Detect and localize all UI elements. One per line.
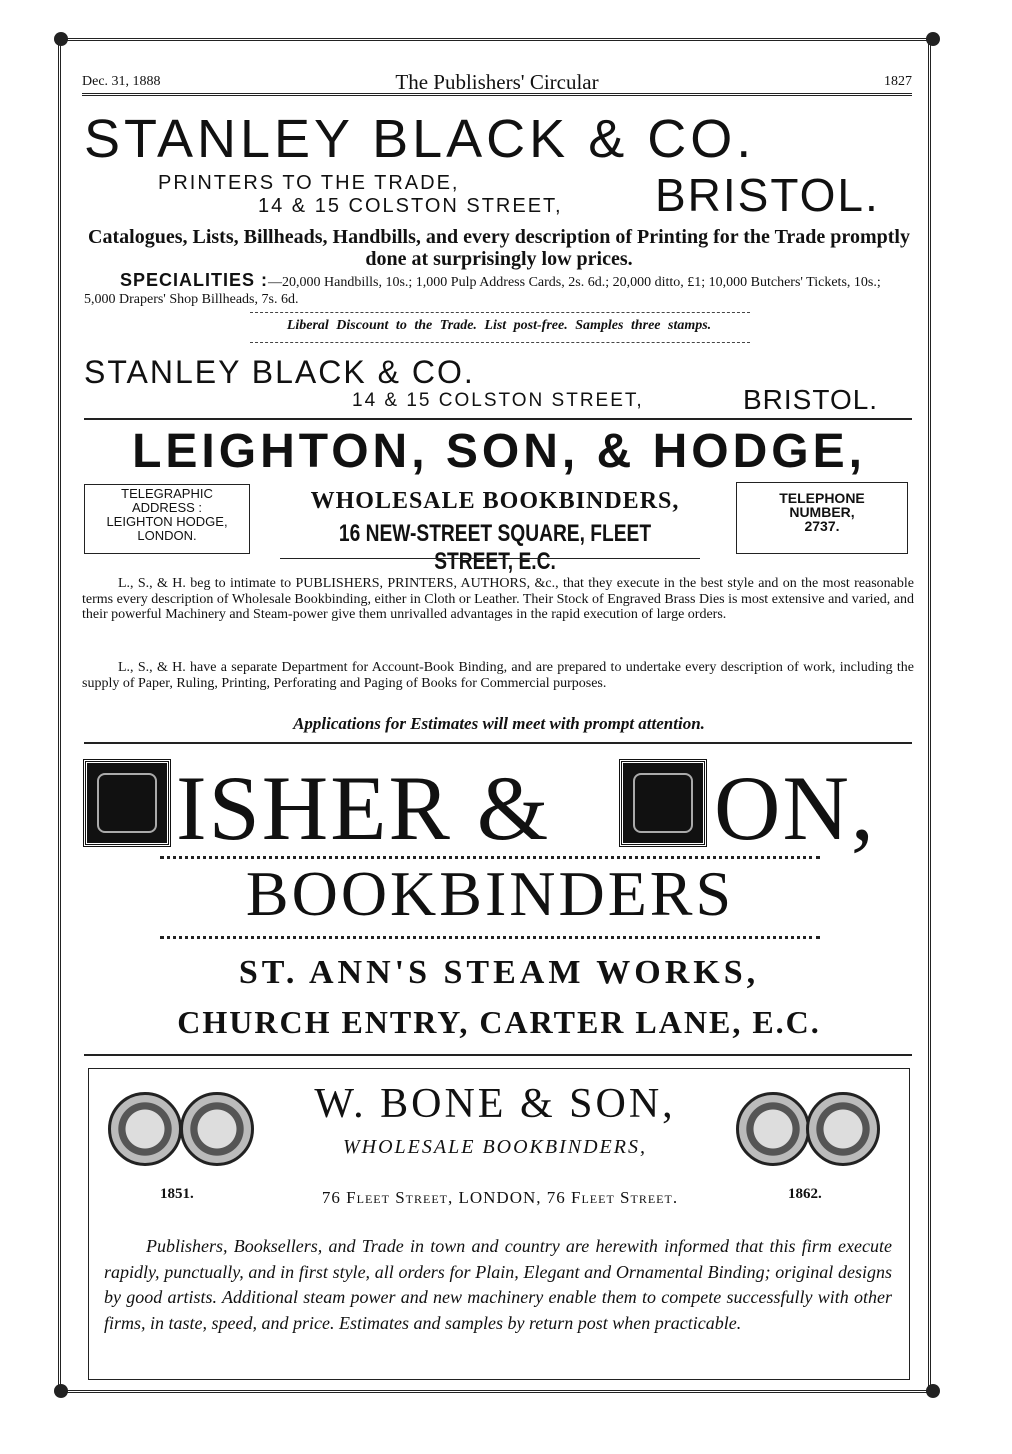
medal-year-right: 1862. xyxy=(788,1186,822,1202)
leighton-address: 16 NEW-STREET SQUARE, FLEET STREET, E.C. xyxy=(338,520,652,575)
stanley-black-street: 14 & 15 COLSTON STREET, xyxy=(258,195,563,217)
corner-ornament-icon xyxy=(54,1384,68,1398)
stanley-black-city: BRISTOL. xyxy=(655,169,880,221)
page-frame-bottom xyxy=(60,1390,932,1393)
specialities-label: SPECIALITIES : xyxy=(120,270,269,290)
bone-subtitle: WHOLESALE BOOKBINDERS, xyxy=(343,1136,647,1158)
stanley-black-catalogues: Catalogues, Lists, Billheads, Handbills, and every description of Printing for the Trade promptly done at surprisingly low prices. xyxy=(88,226,910,270)
fisher-works: ST. ANN'S STEAM WORKS, xyxy=(238,954,760,991)
fisher-address: CHURCH ENTRY, CARTER LANE, E.C. xyxy=(177,1004,821,1040)
telephone-line: NUMBER, xyxy=(789,504,855,520)
issue-date: Dec. 31, 1888 xyxy=(82,74,161,89)
medal-icon xyxy=(736,1092,810,1166)
address-number: 76 xyxy=(321,1188,341,1207)
ornamental-s-initial-icon xyxy=(620,760,706,846)
ornamental-border xyxy=(160,936,820,944)
telephone-line: TELEPHONE xyxy=(779,490,865,506)
stanley-black-city-repeat: BRISTOL. xyxy=(743,384,879,415)
address-number: 76 xyxy=(546,1188,566,1207)
stanley-black-printers: PRINTERS TO THE TRADE, xyxy=(158,172,460,194)
page-frame-right xyxy=(928,38,934,1393)
leighton-paragraph-2: L., S., & H. have a separate Department for Account-Book Binding, and are prepared to undertake every description of work, including the supply of Paper, Ruling, Printing, Perforating and Paging of Books for Commercial purposes. xyxy=(82,660,914,691)
stanley-black-specialities xyxy=(84,272,914,308)
section-divider xyxy=(84,418,912,420)
specialities-text: —20,000 Handbills, 10s.; 1,000 Pulp Address Cards, 2s. 6d.; 20,000 ditto, £1; 10,000 Butchers' Tickets, 10s.; 5,000 Drapers' Shop Billheads, 7s. 6d. xyxy=(84,275,881,307)
medal-year-left: 1851. xyxy=(160,1186,194,1202)
address-street: Fleet Street. xyxy=(571,1188,679,1207)
telegraphic-line: LONDON. xyxy=(137,528,197,543)
medal-icon xyxy=(108,1092,182,1166)
telegraphic-line: ADDRESS : xyxy=(131,500,203,515)
address-street: Fleet Street, xyxy=(346,1188,454,1207)
section-divider xyxy=(84,742,912,744)
leighton-paragraph-1: L., S., & H. beg to intimate to PUBLISHERS, PRINTERS, AUTHORS, &c., that they execute in the best style and on the most reasonable terms every description of Wholesale Bookbinding, either in Cloth or Leather. Their Stock of Engraved Brass Dies is most extensive and varied, and their powerful Machinery and Steam-power give them unrivalled advantages in the rapid execution of large orders. xyxy=(82,576,914,622)
stanley-black-street-repeat: 14 & 15 COLSTON STREET, xyxy=(352,390,644,411)
short-divider xyxy=(280,558,700,559)
ornamental-f-initial-icon xyxy=(84,760,170,846)
stanley-black-name-repeat: STANLEY BLACK & CO. xyxy=(84,354,475,390)
page-frame-left xyxy=(58,38,64,1393)
page-frame-top xyxy=(60,38,932,41)
bone-address xyxy=(250,1188,750,1208)
address-city: LONDON, xyxy=(458,1188,542,1207)
telegraphic-line: TELEGRAPHIC xyxy=(121,486,213,501)
section-divider xyxy=(84,1054,912,1056)
medal-icon xyxy=(806,1092,880,1166)
telegraphic-line: LEIGHTON HODGE, xyxy=(106,514,228,529)
bone-title: W. BONE & SON, xyxy=(314,1081,676,1127)
telephone-box xyxy=(736,482,908,554)
bone-paragraph: Publishers, Booksellers, and Trade in town and country are herewith informed that this firm execute rapidly, punctually, and in first style, all orders for Plain, Elegant and Ornamental Binding; original designs by good artists. Additional steam power and new machinery enable them to compete successfully with other firms, in taste, speed, and price. Estimates and samples by return post when practicable. xyxy=(104,1236,892,1333)
leighton-applications: Applications for Estimates will meet with prompt attention. xyxy=(293,714,705,733)
corner-ornament-icon xyxy=(926,1384,940,1398)
leighton-title: LEIGHTON, SON, & HODGE, xyxy=(132,425,866,478)
stanley-black-terms: Liberal Discount to the Trade. List post-free. Samples three stamps. xyxy=(286,318,712,333)
fisher-bookbinders: BOOKBINDERS xyxy=(245,858,735,929)
fisher-word-2: ON, xyxy=(714,757,876,859)
page-number: 1827 xyxy=(884,74,912,89)
stanley-black-title: STANLEY BLACK & CO. xyxy=(84,109,756,169)
journal-title: The Publishers' Circular xyxy=(395,70,599,94)
fisher-word-1: ISHER & xyxy=(176,757,551,859)
fisher-title-row xyxy=(84,752,914,859)
medal-icon xyxy=(180,1092,254,1166)
telephone-line: 2737. xyxy=(804,518,840,534)
corner-ornament-icon xyxy=(54,32,68,46)
corner-ornament-icon xyxy=(926,32,940,46)
telegraphic-address-box xyxy=(84,484,250,554)
wavy-divider xyxy=(250,342,750,348)
leighton-wholesale: WHOLESALE BOOKBINDERS, xyxy=(310,488,680,514)
running-header xyxy=(82,70,912,96)
